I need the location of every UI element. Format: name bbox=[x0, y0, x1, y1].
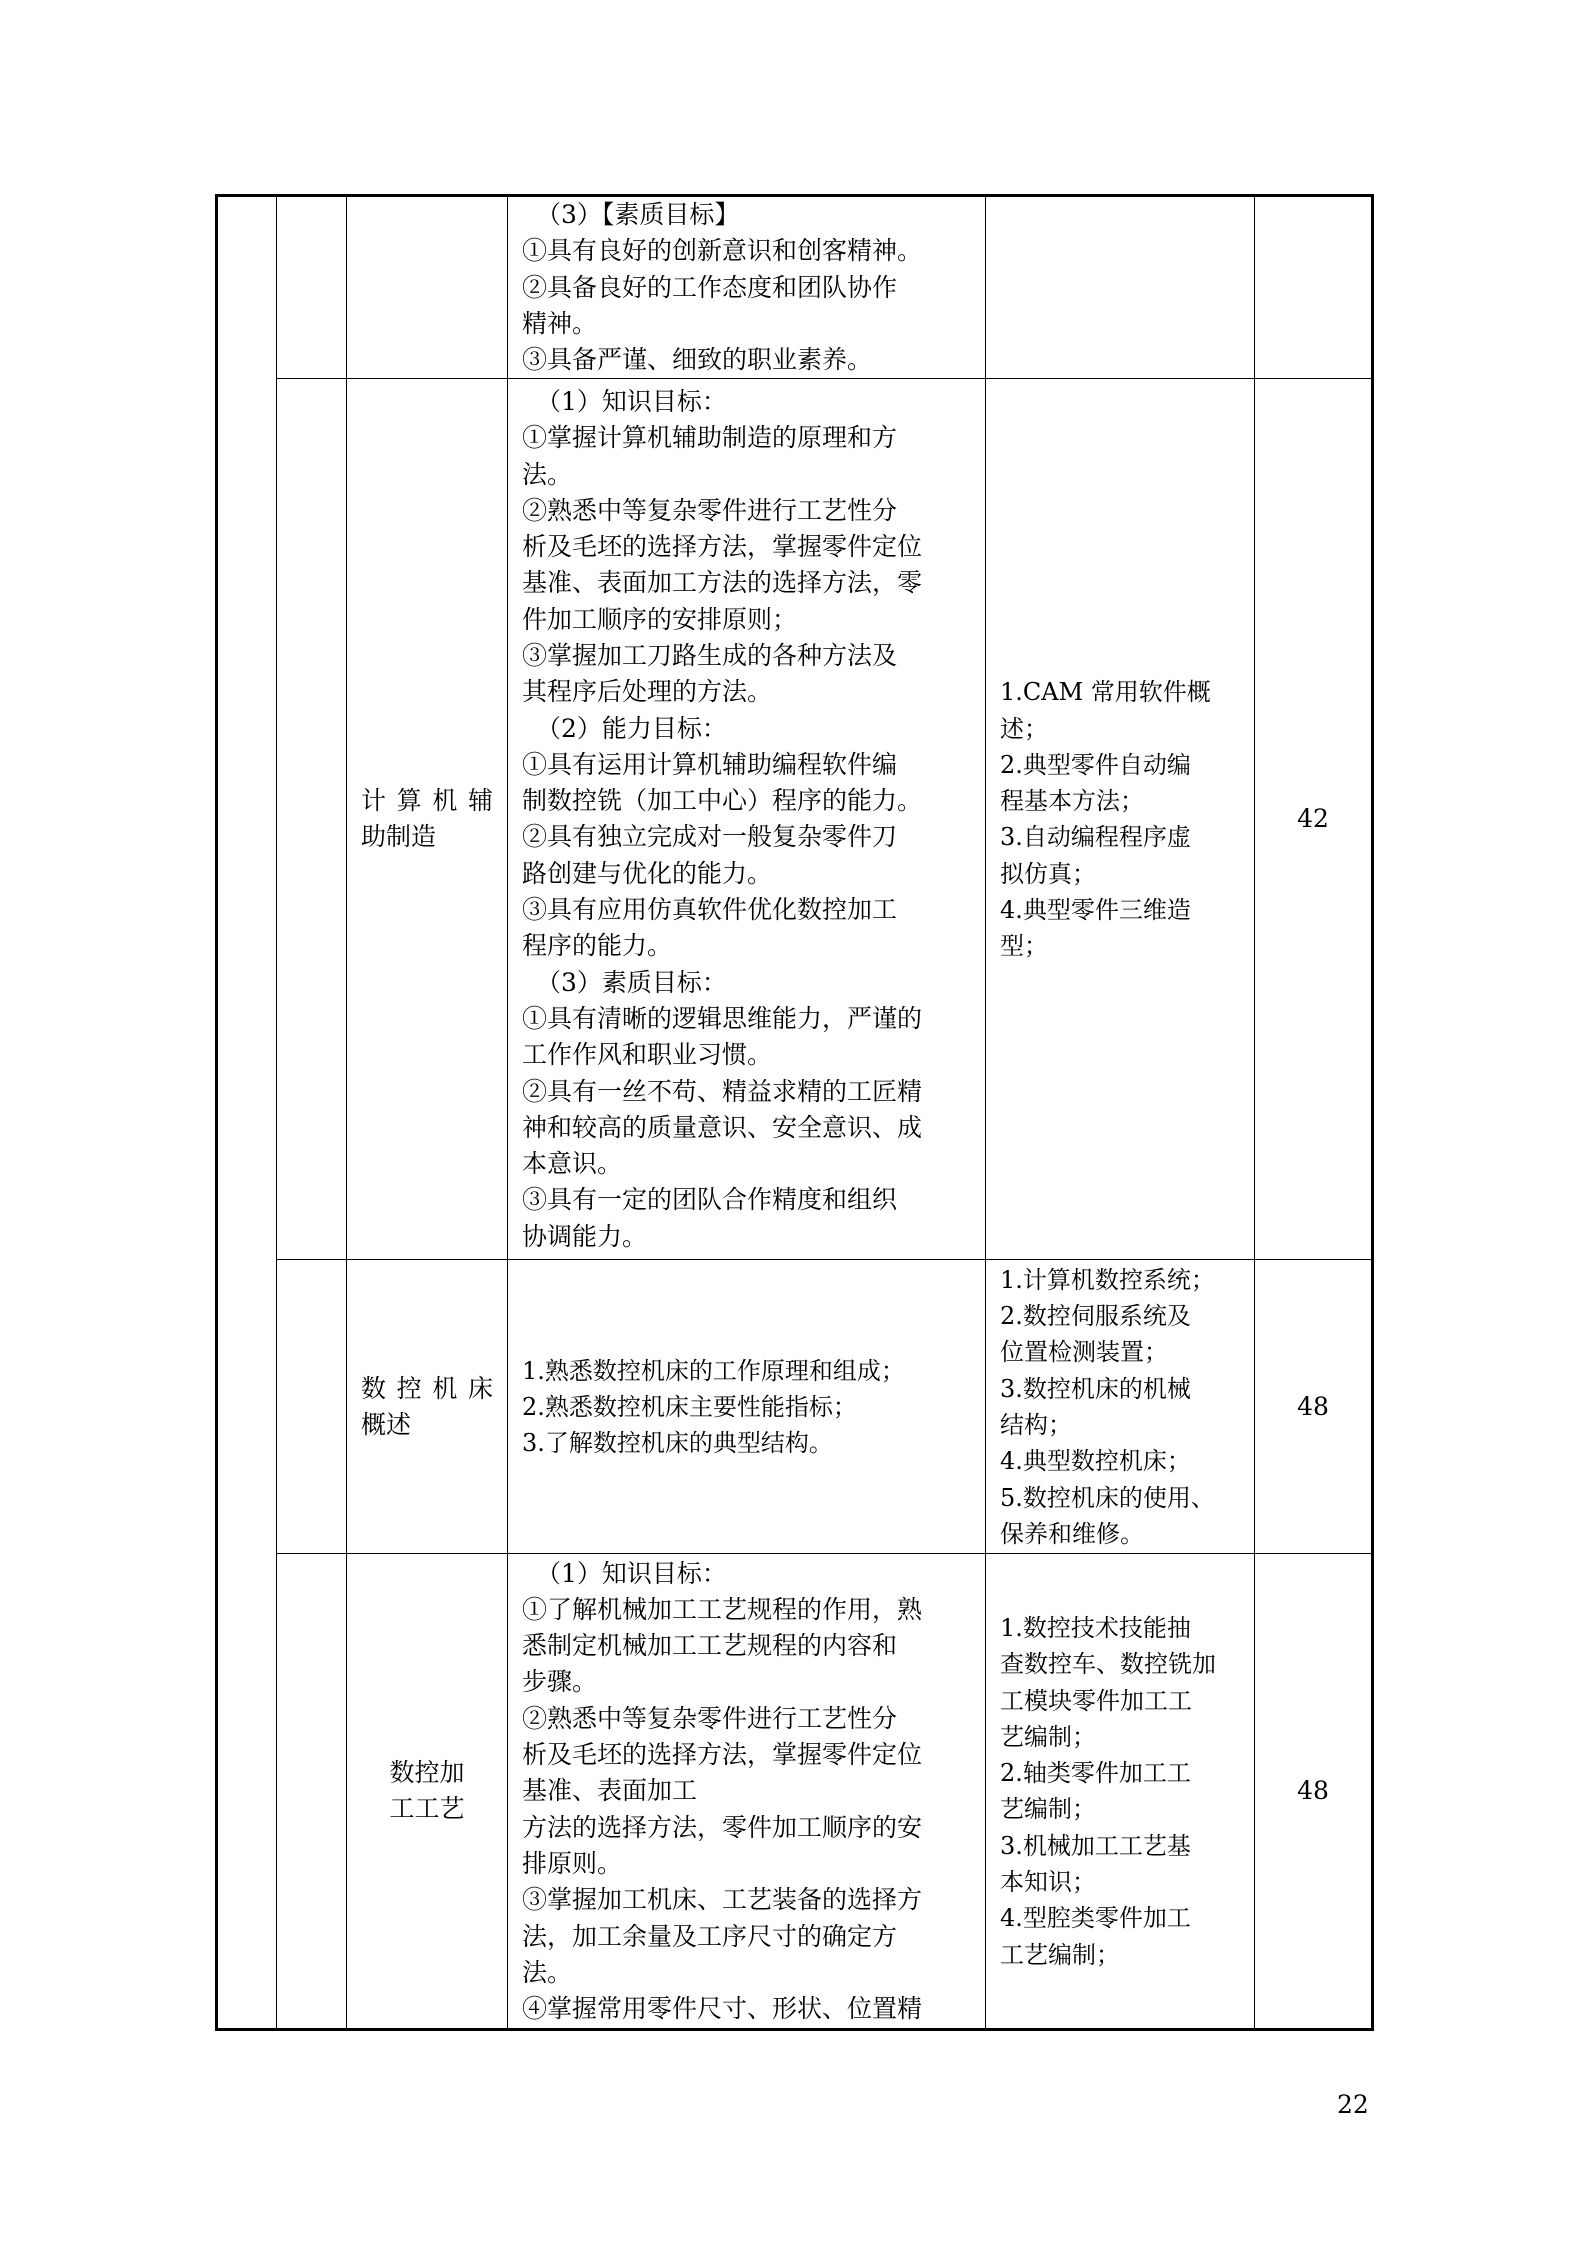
objective-line: 法，加工余量及工序尺寸的确定方 bbox=[522, 1921, 898, 1951]
objective-line: （1）知识目标： bbox=[536, 386, 727, 416]
objective-line: ③具有一定的团队合作精度和组织 bbox=[522, 1185, 898, 1215]
objective-line: ①了解机械加工工艺规程的作用，熟 bbox=[522, 1594, 923, 1624]
objective-line: 2.熟悉数控机床主要性能指标； bbox=[522, 1392, 857, 1421]
content-line: 程基本方法； bbox=[1000, 787, 1144, 816]
objective-line: ④掌握常用零件尺寸、形状、位置精 bbox=[522, 1994, 923, 2024]
table-row bbox=[217, 196, 1373, 379]
content-line: 4.型腔类零件加工 bbox=[1000, 1904, 1191, 1933]
content-line: 结构； bbox=[1000, 1410, 1072, 1439]
content-line: 拟仿真； bbox=[1000, 859, 1096, 888]
objective-line: ①具有良好的创新意识和创客精神。 bbox=[522, 236, 923, 266]
content-line: 2.数控伺服系统及 bbox=[1000, 1302, 1191, 1331]
content-line: 位置检测装置； bbox=[1000, 1338, 1168, 1367]
content-line: 4.典型零件三维造 bbox=[1000, 896, 1191, 925]
course-name-cell bbox=[347, 1260, 508, 1554]
course-name-cell bbox=[347, 196, 508, 379]
page-number: 22 bbox=[1337, 2090, 1369, 2119]
index-cell bbox=[277, 1260, 347, 1554]
content-line: 本知识； bbox=[1000, 1868, 1096, 1897]
hours-cell bbox=[1255, 196, 1373, 379]
category-cell bbox=[217, 196, 277, 2030]
content-line: 2.轴类零件加工工 bbox=[1000, 1759, 1191, 1788]
content-line: 艺编制； bbox=[1000, 1722, 1096, 1751]
curriculum-table bbox=[215, 194, 1374, 2031]
objective-line: ①掌握计算机辅助制造的原理和方 bbox=[522, 423, 898, 453]
objective-line: ③具有应用仿真软件优化数控加工 bbox=[522, 895, 898, 925]
content-line: 工模块零件加工工 bbox=[1000, 1686, 1192, 1715]
content-cell bbox=[986, 1554, 1255, 2030]
content-line: 型； bbox=[1000, 932, 1048, 961]
objective-line: 1.熟悉数控机床的工作原理和组成； bbox=[522, 1356, 905, 1385]
course-name-line: 数控机床 bbox=[361, 1373, 493, 1403]
objective-line: 其程序后处理的方法。 bbox=[522, 677, 773, 707]
content-cell bbox=[986, 1260, 1255, 1554]
objective-line: 法。 bbox=[522, 1957, 573, 1987]
content-line: 4.典型数控机床； bbox=[1000, 1447, 1191, 1476]
objective-line: ③具备严谨、细致的职业素养。 bbox=[522, 345, 873, 375]
objective-line: ②熟悉中等复杂零件进行工艺性分 bbox=[522, 495, 898, 525]
objective-line: 基准、表面加工 bbox=[522, 1776, 698, 1806]
objective-line: 程序的能力。 bbox=[522, 931, 673, 961]
hours-cell: 48 bbox=[1255, 1260, 1373, 1554]
content-line: 1.计算机数控系统； bbox=[1000, 1265, 1215, 1294]
content-line: 述； bbox=[1000, 714, 1048, 743]
objective-line: ③掌握加工机床、工艺装备的选择方 bbox=[522, 1885, 923, 1915]
content-line: 2.典型零件自动编 bbox=[1000, 750, 1191, 779]
objective-line: 基准、表面加工方法的选择方法，零 bbox=[522, 568, 923, 598]
objective-line: 方法的选择方法，零件加工顺序的安 bbox=[522, 1812, 923, 1842]
objective-line: （1）知识目标： bbox=[536, 1558, 727, 1588]
content-line: 3.机械加工工艺基 bbox=[1000, 1831, 1191, 1860]
objective-line: 协调能力。 bbox=[522, 1221, 648, 1251]
content-line: 1.数控技术技能抽 bbox=[1000, 1614, 1191, 1642]
objective-line: （3）【素质目标】 bbox=[536, 200, 740, 229]
table-row bbox=[217, 379, 1373, 1260]
objective-line: ②具有一丝不苟、精益求精的工匠精 bbox=[522, 1076, 923, 1106]
content-line: 3.数控机床的机械 bbox=[1000, 1374, 1191, 1403]
objective-line: ③掌握加工刀路生成的各种方法及 bbox=[522, 641, 898, 670]
course-name-cell bbox=[347, 1554, 508, 2030]
course-name-line: 工工艺 bbox=[389, 1794, 465, 1824]
course-name-line: 助制造 bbox=[361, 822, 437, 852]
content-line: 查数控车、数控铣加 bbox=[1000, 1650, 1216, 1679]
objective-line: 析及毛坯的选择方法，掌握零件定位 bbox=[522, 532, 923, 562]
content-line: 1.CAM 常用软件概 bbox=[1000, 678, 1211, 707]
content-line: 5.数控机床的使用、 bbox=[1000, 1483, 1215, 1512]
objective-line: 步骤。 bbox=[522, 1667, 598, 1697]
objectives-cell bbox=[508, 1260, 986, 1554]
objective-line: 本意识。 bbox=[522, 1149, 623, 1179]
content-line: 3.自动编程程序虚 bbox=[1000, 823, 1191, 852]
objective-line: 件加工顺序的安排原则； bbox=[522, 604, 798, 634]
index-cell bbox=[277, 196, 347, 379]
hours-cell: 42 bbox=[1255, 379, 1373, 1260]
course-name-line: 计算机辅 bbox=[361, 786, 493, 816]
objectives-cell bbox=[508, 379, 986, 1260]
objectives-cell bbox=[508, 1554, 986, 2030]
course-name-line: 数控加 bbox=[389, 1758, 465, 1788]
objectives-cell bbox=[508, 196, 986, 379]
objective-line: 路创建与优化的能力。 bbox=[522, 858, 773, 888]
objective-line: （3）素质目标： bbox=[536, 967, 727, 997]
content-line: 工艺编制； bbox=[1000, 1940, 1120, 1969]
objective-line: 悉制定机械加工工艺规程的内容和 bbox=[522, 1631, 898, 1661]
objective-line: 制数控铣（加工中心）程序的能力。 bbox=[522, 786, 923, 816]
objective-line: ①具有运用计算机辅助编程软件编 bbox=[522, 749, 898, 779]
index-cell bbox=[277, 379, 347, 1260]
objective-line: 3.了解数控机床的典型结构。 bbox=[522, 1429, 833, 1458]
table-row bbox=[217, 1554, 1373, 2030]
objective-line: ②具有独立完成对一般复杂零件刀 bbox=[522, 822, 898, 852]
objective-line: 析及毛坯的选择方法，掌握零件定位 bbox=[522, 1740, 923, 1770]
course-name-line: 概述 bbox=[361, 1409, 412, 1439]
objective-line: 神和较高的质量意识、安全意识、成 bbox=[522, 1112, 923, 1142]
objective-line: （2）能力目标： bbox=[536, 713, 727, 743]
objective-line: ②熟悉中等复杂零件进行工艺性分 bbox=[522, 1703, 898, 1733]
course-name-cell bbox=[347, 379, 508, 1260]
content-line: 保养和维修。 bbox=[1000, 1519, 1144, 1548]
objective-line: ②具备良好的工作态度和团队协作 bbox=[522, 272, 898, 302]
content-line: 艺编制； bbox=[1000, 1795, 1096, 1824]
content-cell bbox=[986, 379, 1255, 1260]
objective-line: ①具有清晰的逻辑思维能力，严谨的 bbox=[522, 1003, 923, 1033]
hours-cell: 48 bbox=[1255, 1554, 1373, 2030]
objective-line: 工作作风和职业习惯。 bbox=[522, 1040, 773, 1070]
objective-line: 排原则。 bbox=[522, 1848, 623, 1878]
objective-line: 法。 bbox=[522, 459, 573, 489]
table-row bbox=[217, 1260, 1373, 1554]
objective-line: 精神。 bbox=[522, 308, 598, 338]
index-cell bbox=[277, 1554, 347, 2030]
content-cell bbox=[986, 196, 1255, 379]
